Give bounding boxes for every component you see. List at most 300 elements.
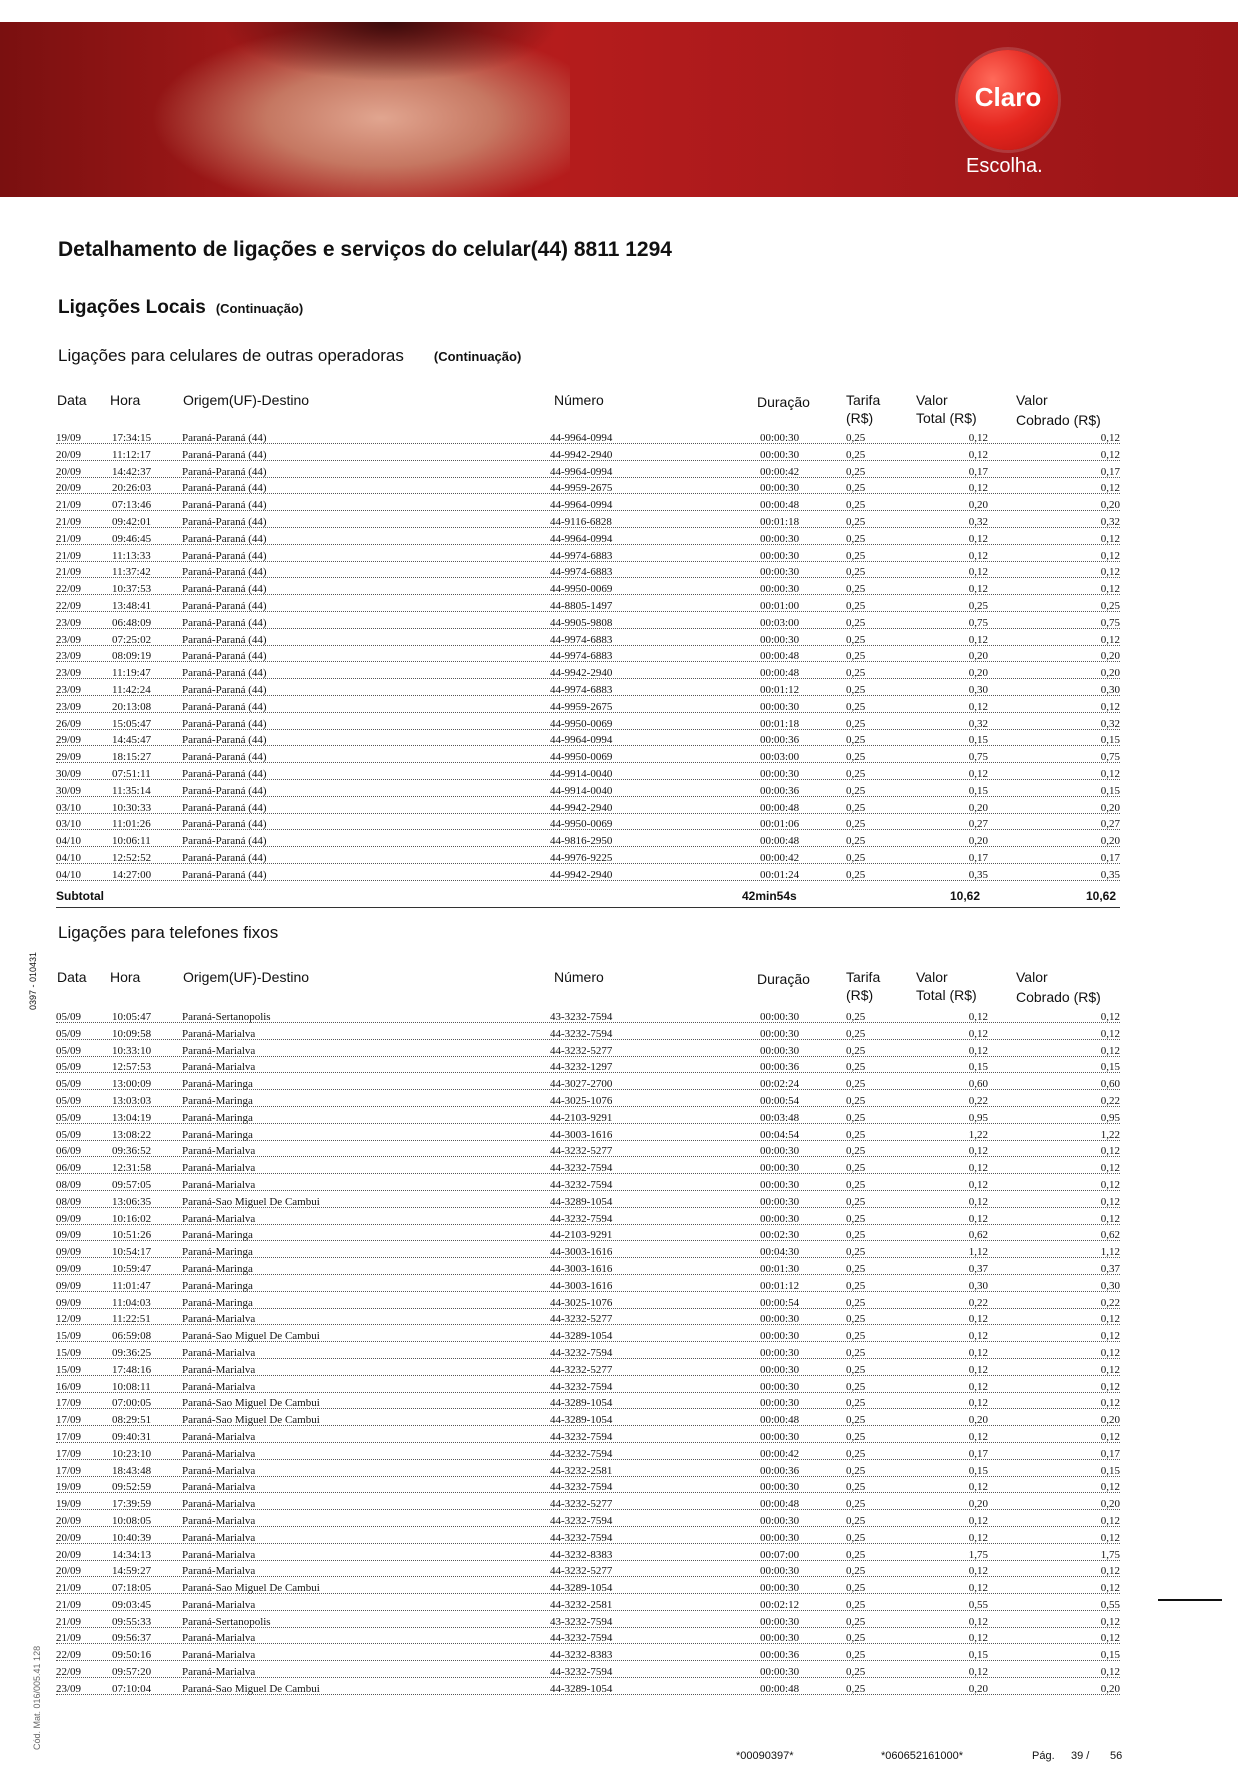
cell-data: 23/09 <box>56 1682 82 1695</box>
cell-numero: 44-2103-9291 <box>550 1229 613 1242</box>
cell-valor-total: 0,12 <box>968 448 988 461</box>
cell-numero: 44-9905-9808 <box>550 616 613 629</box>
cell-data: 19/09 <box>56 1498 82 1511</box>
cell-tarifa: 0,25 <box>846 818 866 831</box>
logo-text: Claro <box>974 82 1042 112</box>
col-duracao: Duração <box>757 971 810 987</box>
side-code: 0397 - 010431 <box>28 951 38 1010</box>
cell-origem: Paraná-Marialva <box>182 1514 256 1527</box>
cell-tarifa: 0,25 <box>846 1632 866 1645</box>
cell-origem: Paraná-Paraná (44) <box>182 767 267 780</box>
cell-duracao: 00:00:36 <box>760 1649 800 1662</box>
cell-numero: 44-9950-0069 <box>550 751 613 764</box>
table-row <box>0 1580 1244 1597</box>
cell-hora: 12:31:58 <box>112 1162 152 1175</box>
cell-hora: 11:12:17 <box>112 448 151 461</box>
cell-numero: 44-2103-9291 <box>550 1111 613 1124</box>
margin-mark <box>1158 1599 1222 1601</box>
cell-tarifa: 0,25 <box>846 700 866 713</box>
cell-valor-total: 0,20 <box>968 1682 988 1695</box>
cell-origem: Paraná-Paraná (44) <box>182 717 267 730</box>
cell-hora: 10:51:26 <box>112 1229 152 1242</box>
cell-origem: Paraná-Paraná (44) <box>182 448 267 461</box>
cell-hora: 07:51:11 <box>112 767 151 780</box>
cell-hora: 09:03:45 <box>112 1598 152 1611</box>
cell-hora: 11:04:03 <box>112 1296 151 1309</box>
cell-origem: Paraná-Marialva <box>182 1498 256 1511</box>
cell-hora: 14:27:00 <box>112 868 152 881</box>
cell-hora: 10:23:10 <box>112 1447 152 1460</box>
subsection-label: Ligações para telefones fixos <box>58 923 279 942</box>
col-numero: Número <box>554 969 604 985</box>
cell-hora: 07:18:05 <box>112 1582 152 1595</box>
cell-data: 08/09 <box>56 1195 82 1208</box>
cell-valor-cobrado: 0,12 <box>1100 1632 1120 1645</box>
cell-valor-total: 0,32 <box>968 717 988 730</box>
table-row <box>0 1563 1244 1580</box>
cell-numero: 44-3289-1054 <box>550 1682 613 1695</box>
table-row <box>0 1093 1244 1110</box>
cell-hora: 09:40:31 <box>112 1430 152 1443</box>
cell-numero: 44-9914-0040 <box>550 784 613 797</box>
cell-duracao: 00:00:30 <box>760 1313 800 1326</box>
cell-tarifa: 0,25 <box>846 1414 866 1427</box>
cell-hora: 09:57:05 <box>112 1178 152 1191</box>
cell-origem: Paraná-Marialva <box>182 1649 256 1662</box>
cell-numero: 44-3232-7594 <box>550 1380 613 1393</box>
cell-valor-total: 0,12 <box>968 1582 988 1595</box>
cell-hora: 20:13:08 <box>112 700 152 713</box>
table-row <box>0 1479 1244 1496</box>
cell-valor-cobrado: 0,15 <box>1100 1649 1120 1662</box>
cell-duracao: 00:00:48 <box>760 835 800 848</box>
cell-hora: 11:19:47 <box>112 667 151 680</box>
cell-valor-total: 0,20 <box>968 1414 988 1427</box>
cell-tarifa: 0,25 <box>846 465 866 478</box>
cell-hora: 11:13:33 <box>112 549 151 562</box>
cell-origem: Paraná-Paraná (44) <box>182 784 267 797</box>
cell-origem: Paraná-Sao Miguel De Cambui <box>182 1582 320 1595</box>
cell-data: 23/09 <box>56 667 82 680</box>
cell-numero: 44-3289-1054 <box>550 1195 613 1208</box>
table-row <box>0 1362 1244 1379</box>
cell-valor-total: 0,12 <box>968 1145 988 1158</box>
col-tarifa-unit: (R$) <box>846 987 874 1003</box>
cell-hora: 11:01:26 <box>112 818 151 831</box>
table-row <box>0 1513 1244 1530</box>
table-row <box>0 766 1244 783</box>
cell-tarifa: 0,25 <box>846 482 866 495</box>
cell-valor-cobrado: 0,75 <box>1100 616 1120 629</box>
cell-origem: Paraná-Marialva <box>182 1212 256 1225</box>
cell-numero: 44-9964-0994 <box>550 734 613 747</box>
cell-data: 30/09 <box>56 784 82 797</box>
cell-hora: 11:01:47 <box>112 1279 151 1292</box>
cell-data: 21/09 <box>56 532 82 545</box>
cell-valor-cobrado: 0,20 <box>1100 1498 1120 1511</box>
table-row <box>0 531 1244 548</box>
col-duracao: Duração <box>757 394 810 410</box>
cell-numero: 44-3003-1616 <box>550 1279 613 1292</box>
cell-numero: 44-3232-7594 <box>550 1178 613 1191</box>
cell-origem: Paraná-Paraná (44) <box>182 667 267 680</box>
cell-valor-cobrado: 0,32 <box>1100 717 1120 730</box>
cell-data: 29/09 <box>56 751 82 764</box>
subtotal-duracao: 42min54s <box>742 889 797 903</box>
cell-data: 04/10 <box>56 835 82 848</box>
cell-duracao: 00:00:54 <box>760 1296 800 1309</box>
cell-valor-cobrado: 0,25 <box>1100 599 1120 612</box>
cell-valor-total: 0,20 <box>968 1498 988 1511</box>
cell-hora: 09:36:25 <box>112 1346 152 1359</box>
cell-data: 21/09 <box>56 1632 82 1645</box>
cell-tarifa: 0,25 <box>846 1313 866 1326</box>
subsection-label: Ligações para celulares de outras operadoras <box>58 346 404 365</box>
cell-data: 19/09 <box>56 1481 82 1494</box>
cell-tarifa: 0,25 <box>846 1363 866 1376</box>
cell-numero: 44-9914-0040 <box>550 767 613 780</box>
cell-duracao: 00:00:30 <box>760 482 800 495</box>
cell-duracao: 00:01:18 <box>760 717 800 730</box>
table-row <box>0 1614 1244 1631</box>
cell-origem: Paraná-Paraná (44) <box>182 801 267 814</box>
cell-valor-total: 0,20 <box>968 835 988 848</box>
cell-valor-total: 0,12 <box>968 1330 988 1343</box>
table-row <box>0 1647 1244 1664</box>
cell-origem: Paraná-Paraná (44) <box>182 616 267 629</box>
cell-data: 15/09 <box>56 1363 82 1376</box>
cell-numero: 44-3025-1076 <box>550 1296 613 1309</box>
cell-valor-cobrado: 0,95 <box>1100 1111 1120 1124</box>
cell-hora: 14:42:37 <box>112 465 152 478</box>
table-row <box>0 1664 1244 1681</box>
cell-duracao: 00:01:00 <box>760 599 800 612</box>
cell-tarifa: 0,25 <box>846 1481 866 1494</box>
cell-tarifa: 0,25 <box>846 1044 866 1057</box>
cell-hora: 12:52:52 <box>112 851 152 864</box>
cell-hora: 11:42:24 <box>112 683 151 696</box>
cell-data: 09/09 <box>56 1279 82 1292</box>
cell-data: 20/09 <box>56 1565 82 1578</box>
cell-duracao: 00:00:30 <box>760 1011 800 1023</box>
cell-numero: 44-3003-1616 <box>550 1262 613 1275</box>
cell-hora: 14:45:47 <box>112 734 152 747</box>
cell-tarifa: 0,25 <box>846 801 866 814</box>
col-valor-cobrado-2: Cobrado (R$) <box>1016 989 1101 1005</box>
cell-hora: 10:09:58 <box>112 1027 152 1040</box>
cell-numero: 44-9942-2940 <box>550 801 613 814</box>
cell-valor-cobrado: 0,22 <box>1100 1296 1120 1309</box>
cell-valor-cobrado: 1,22 <box>1100 1128 1120 1141</box>
cell-valor-cobrado: 0,27 <box>1100 818 1120 831</box>
cell-duracao: 00:00:30 <box>760 532 800 545</box>
cell-hora: 10:40:39 <box>112 1531 152 1544</box>
cell-duracao: 00:00:30 <box>760 1615 800 1628</box>
cell-duracao: 00:00:30 <box>760 1531 800 1544</box>
cell-data: 22/09 <box>56 583 82 596</box>
cell-valor-cobrado: 0,62 <box>1100 1229 1120 1242</box>
table-row <box>0 1295 1244 1312</box>
cell-valor-total: 0,55 <box>968 1598 988 1611</box>
cell-origem: Paraná-Maringa <box>182 1296 253 1309</box>
cell-duracao: 00:01:12 <box>760 683 800 696</box>
cell-origem: Paraná-Marialva <box>182 1531 256 1544</box>
cell-origem: Paraná-Paraná (44) <box>182 515 267 528</box>
cell-data: 21/09 <box>56 549 82 562</box>
cell-valor-cobrado: 0,12 <box>1100 1145 1120 1158</box>
cell-numero: 44-9964-0994 <box>550 465 613 478</box>
cell-valor-total: 0,12 <box>968 432 988 444</box>
cell-valor-total: 0,75 <box>968 616 988 629</box>
cell-origem: Paraná-Sertanopolis <box>182 1011 271 1023</box>
cell-numero: 44-3003-1616 <box>550 1128 613 1141</box>
subsection-note: (Continuação) <box>433 349 522 364</box>
cell-numero: 44-3232-7594 <box>550 1346 613 1359</box>
cell-duracao: 00:01:24 <box>760 868 800 881</box>
cell-valor-total: 0,25 <box>968 599 988 612</box>
cell-origem: Paraná-Paraná (44) <box>182 868 267 881</box>
cell-duracao: 00:01:30 <box>760 1262 800 1275</box>
cell-duracao: 00:00:30 <box>760 432 800 444</box>
col-valor-cobrado-2: Cobrado (R$) <box>1016 412 1101 428</box>
cell-valor-cobrado: 0,12 <box>1100 1178 1120 1191</box>
table-row <box>0 1496 1244 1513</box>
table-row <box>0 850 1244 867</box>
cell-hora: 10:59:47 <box>112 1262 152 1275</box>
cell-hora: 07:10:04 <box>112 1682 152 1695</box>
cell-valor-total: 0,62 <box>968 1229 988 1242</box>
cell-valor-cobrado: 0,12 <box>1100 583 1120 596</box>
col-data: Data <box>57 392 87 408</box>
cell-valor-cobrado: 0,12 <box>1100 1313 1120 1326</box>
table-row <box>0 1026 1244 1043</box>
table-row <box>0 1345 1244 1362</box>
cell-duracao: 00:00:30 <box>760 1582 800 1595</box>
cell-hora: 20:26:03 <box>112 482 152 495</box>
table-row <box>0 514 1244 531</box>
cell-valor-cobrado: 1,75 <box>1100 1548 1120 1561</box>
cell-tarifa: 0,25 <box>846 1195 866 1208</box>
cell-duracao: 00:07:00 <box>760 1548 800 1561</box>
cell-tarifa: 0,25 <box>846 1380 866 1393</box>
cell-data: 04/10 <box>56 851 82 864</box>
cell-origem: Paraná-Paraná (44) <box>182 751 267 764</box>
cell-duracao: 00:03:48 <box>760 1111 800 1124</box>
cell-data: 17/09 <box>56 1464 82 1477</box>
cell-numero: 44-3232-7594 <box>550 1447 613 1460</box>
cell-origem: Paraná-Sao Miguel De Cambui <box>182 1330 320 1343</box>
cell-origem: Paraná-Marialva <box>182 1061 256 1074</box>
cell-valor-total: 0,30 <box>968 683 988 696</box>
cell-valor-cobrado: 0,20 <box>1100 499 1120 512</box>
table-row <box>0 1547 1244 1564</box>
cell-data: 17/09 <box>56 1447 82 1460</box>
cell-hora: 09:42:01 <box>112 515 152 528</box>
cell-numero: 44-9950-0069 <box>550 717 613 730</box>
cell-tarifa: 0,25 <box>846 1279 866 1292</box>
cell-duracao: 00:00:30 <box>760 1145 800 1158</box>
table-row <box>0 1059 1244 1076</box>
cell-duracao: 00:03:00 <box>760 751 800 764</box>
cell-data: 23/09 <box>56 633 82 646</box>
cell-origem: Paraná-Marialva <box>182 1162 256 1175</box>
cell-origem: Paraná-Paraná (44) <box>182 599 267 612</box>
table-row <box>0 1463 1244 1480</box>
cell-valor-total: 0,22 <box>968 1296 988 1309</box>
cell-valor-cobrado: 0,30 <box>1100 683 1120 696</box>
cell-valor-cobrado: 0,12 <box>1100 1346 1120 1359</box>
cell-hora: 09:56:37 <box>112 1632 152 1645</box>
cell-origem: Paraná-Marialva <box>182 1666 256 1679</box>
cell-duracao: 00:00:48 <box>760 1414 800 1427</box>
cell-origem: Paraná-Marialva <box>182 1481 256 1494</box>
cell-valor-cobrado: 0,12 <box>1100 1195 1120 1208</box>
cell-data: 05/09 <box>56 1061 82 1074</box>
cell-valor-total: 0,12 <box>968 633 988 646</box>
cell-hora: 06:59:08 <box>112 1330 152 1343</box>
cell-duracao: 00:00:30 <box>760 1346 800 1359</box>
table-row <box>0 648 1244 665</box>
cell-origem: Paraná-Maringa <box>182 1128 253 1141</box>
subtotal-valor-cobrado: 10,62 <box>1086 889 1117 903</box>
cell-duracao: 00:00:30 <box>760 549 800 562</box>
cell-numero: 44-3232-7594 <box>550 1212 613 1225</box>
cell-hora: 11:35:14 <box>112 784 151 797</box>
cell-valor-total: 0,12 <box>968 1380 988 1393</box>
cell-tarifa: 0,25 <box>846 1464 866 1477</box>
cell-tarifa: 0,25 <box>846 1162 866 1175</box>
cell-origem: Paraná-Paraná (44) <box>182 499 267 512</box>
cell-data: 03/10 <box>56 818 82 831</box>
cell-valor-total: 0,60 <box>968 1078 988 1091</box>
cell-duracao: 00:02:12 <box>760 1598 800 1611</box>
cell-valor-cobrado: 0,12 <box>1100 1027 1120 1040</box>
cell-hora: 09:57:20 <box>112 1666 152 1679</box>
cell-valor-total: 0,12 <box>968 1565 988 1578</box>
cell-data: 12/09 <box>56 1313 82 1326</box>
cell-valor-cobrado: 0,75 <box>1100 751 1120 764</box>
cell-data: 20/09 <box>56 1531 82 1544</box>
cell-hora: 09:46:45 <box>112 532 152 545</box>
cell-tarifa: 0,25 <box>846 1582 866 1595</box>
cell-tarifa: 0,25 <box>846 734 866 747</box>
cell-origem: Paraná-Paraná (44) <box>182 482 267 495</box>
cell-duracao: 00:00:30 <box>760 767 800 780</box>
cell-tarifa: 0,25 <box>846 1128 866 1141</box>
col-valor-total-2: Total (R$) <box>916 987 977 1003</box>
cell-duracao: 00:00:30 <box>760 1178 800 1191</box>
cell-valor-total: 0,12 <box>968 583 988 596</box>
cell-hora: 13:08:22 <box>112 1128 152 1141</box>
cell-origem: Paraná-Sao Miguel De Cambui <box>182 1195 320 1208</box>
cell-numero: 44-3232-7594 <box>550 1632 613 1645</box>
cell-origem: Paraná-Marialva <box>182 1447 256 1460</box>
cell-origem: Paraná-Marialva <box>182 1598 256 1611</box>
cell-numero: 44-9959-2675 <box>550 482 613 495</box>
cell-tarifa: 0,25 <box>846 1178 866 1191</box>
cell-valor-total: 0,75 <box>968 751 988 764</box>
cell-valor-total: 0,12 <box>968 1481 988 1494</box>
cell-valor-cobrado: 0,12 <box>1100 1397 1120 1410</box>
cell-valor-total: 0,27 <box>968 818 988 831</box>
cell-duracao: 00:00:54 <box>760 1094 800 1107</box>
table-row <box>0 1530 1244 1547</box>
cell-valor-cobrado: 0,37 <box>1100 1262 1120 1275</box>
cell-data: 22/09 <box>56 1649 82 1662</box>
cell-origem: Paraná-Maringa <box>182 1094 253 1107</box>
cell-valor-total: 0,12 <box>968 1615 988 1628</box>
cell-data: 21/09 <box>56 499 82 512</box>
cell-valor-cobrado: 0,17 <box>1100 465 1120 478</box>
cell-duracao: 00:03:00 <box>760 616 800 629</box>
cell-numero: 44-9116-6828 <box>550 515 612 528</box>
cell-hora: 12:57:53 <box>112 1061 152 1074</box>
cell-hora: 09:36:52 <box>112 1145 152 1158</box>
cell-valor-total: 0,20 <box>968 499 988 512</box>
col-hora: Hora <box>110 969 141 985</box>
cell-data: 23/09 <box>56 616 82 629</box>
cell-hora: 10:08:05 <box>112 1514 152 1527</box>
cell-duracao: 00:00:30 <box>760 633 800 646</box>
table-row <box>0 1379 1244 1396</box>
table-row <box>0 548 1244 565</box>
cell-duracao: 00:00:48 <box>760 1498 800 1511</box>
cell-valor-total: 0,12 <box>968 1666 988 1679</box>
cell-data: 21/09 <box>56 1582 82 1595</box>
cell-origem: Paraná-Marialva <box>182 1565 256 1578</box>
cell-valor-total: 0,12 <box>968 1044 988 1057</box>
cell-hora: 10:30:33 <box>112 801 152 814</box>
cell-valor-cobrado: 0,15 <box>1100 1061 1120 1074</box>
cell-duracao: 00:00:30 <box>760 583 800 596</box>
cell-duracao: 00:02:24 <box>760 1078 800 1091</box>
cell-tarifa: 0,25 <box>846 566 866 579</box>
table-row <box>0 615 1244 632</box>
cell-duracao: 00:00:36 <box>760 734 800 747</box>
cell-valor-cobrado: 1,12 <box>1100 1246 1120 1259</box>
table-row <box>0 1328 1244 1345</box>
cell-numero: 43-3232-7594 <box>550 1011 613 1023</box>
header-banner <box>0 22 1238 197</box>
cell-tarifa: 0,25 <box>846 1649 866 1662</box>
cell-valor-cobrado: 0,20 <box>1100 1682 1120 1695</box>
cell-origem: Paraná-Sao Miguel De Cambui <box>182 1682 320 1695</box>
cell-hora: 13:06:35 <box>112 1195 152 1208</box>
table-row <box>0 800 1244 817</box>
cell-numero: 44-9964-0994 <box>550 432 613 444</box>
cell-hora: 10:08:11 <box>112 1380 151 1393</box>
cell-valor-total: 0,37 <box>968 1262 988 1275</box>
cell-duracao: 00:00:30 <box>760 700 800 713</box>
table-row <box>0 1261 1244 1278</box>
cell-numero: 44-3232-5277 <box>550 1363 613 1376</box>
cell-numero: 44-3232-5277 <box>550 1565 613 1578</box>
cell-valor-cobrado: 0,17 <box>1100 851 1120 864</box>
cell-tarifa: 0,25 <box>846 667 866 680</box>
cell-tarifa: 0,25 <box>846 835 866 848</box>
cell-duracao: 00:00:30 <box>760 448 800 461</box>
cell-data: 06/09 <box>56 1145 82 1158</box>
cell-data: 05/09 <box>56 1094 82 1107</box>
cell-duracao: 00:00:30 <box>760 1044 800 1057</box>
cell-tarifa: 0,25 <box>846 1229 866 1242</box>
cell-valor-cobrado: 0,12 <box>1100 432 1120 444</box>
cell-numero: 44-3232-5277 <box>550 1145 613 1158</box>
cell-valor-cobrado: 0,12 <box>1100 1162 1120 1175</box>
cell-origem: Paraná-Marialva <box>182 1380 256 1393</box>
cell-hora: 10:54:17 <box>112 1246 152 1259</box>
cell-origem: Paraná-Maringa <box>182 1246 253 1259</box>
